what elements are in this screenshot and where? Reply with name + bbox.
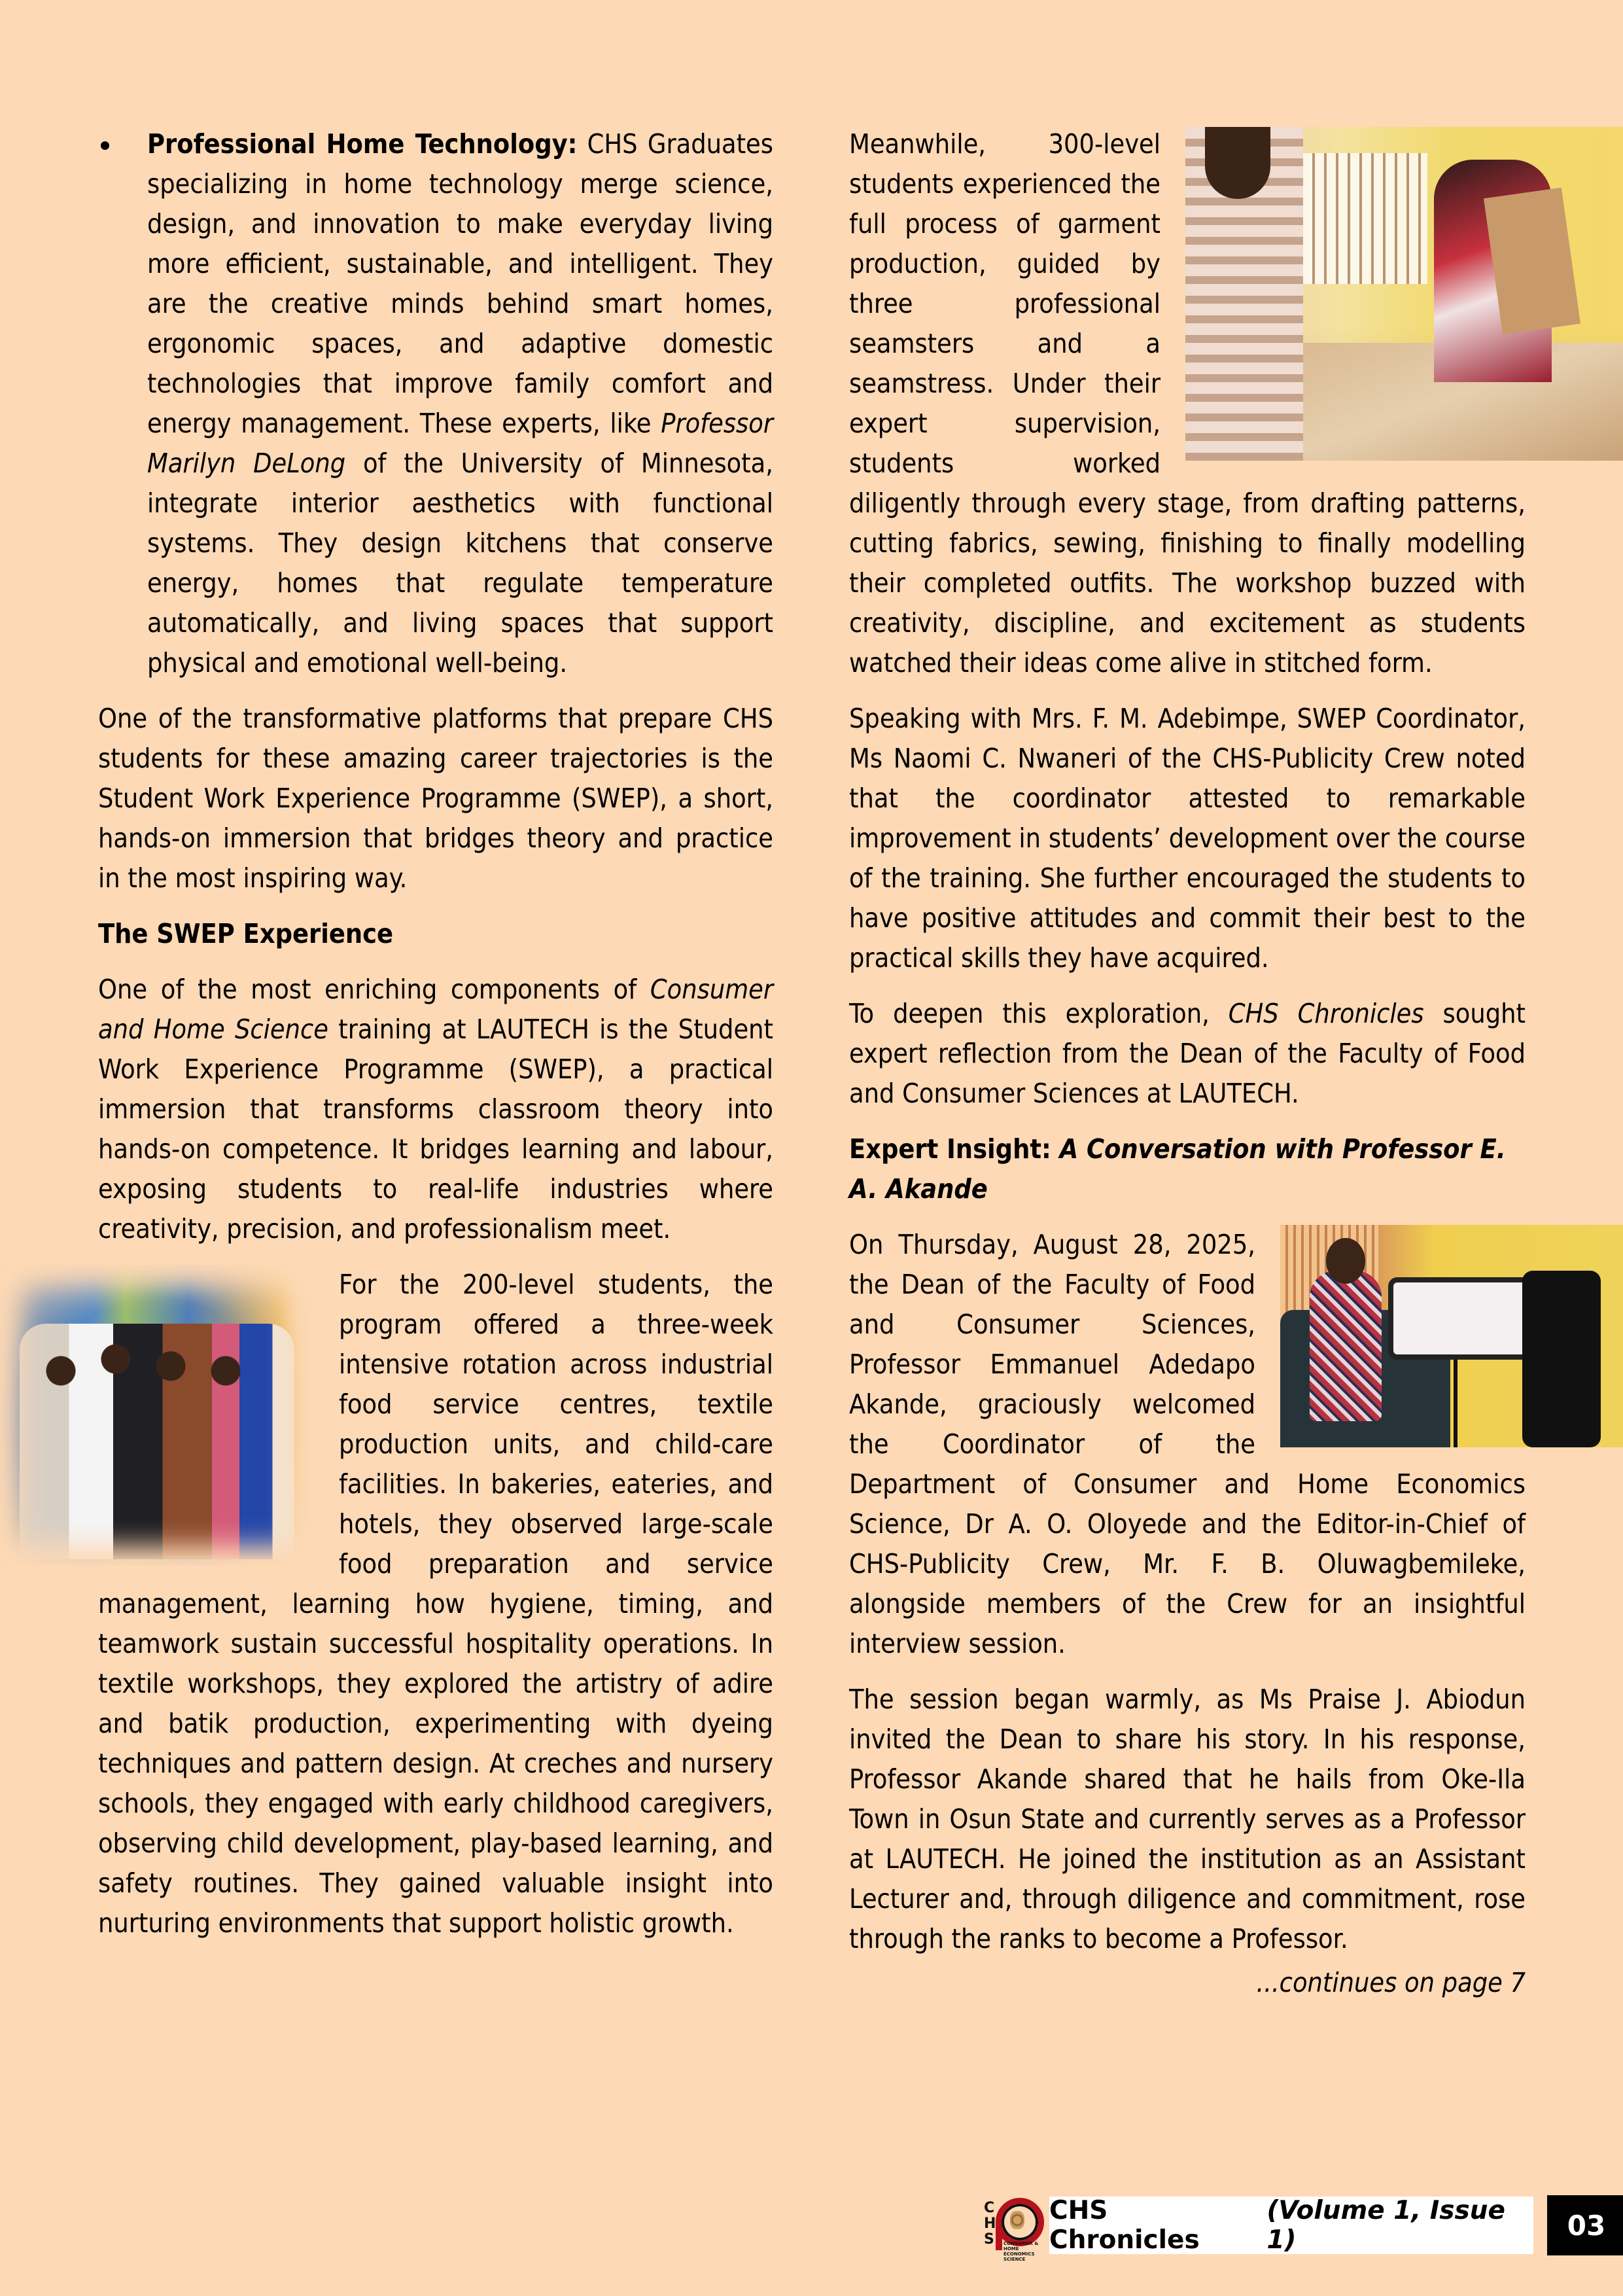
group-photo-vignette xyxy=(0,1265,314,1566)
continues-link[interactable]: ...continues on page 7 xyxy=(1256,1967,1526,1998)
page-number: 03 xyxy=(1547,2195,1623,2255)
swep-paragraph xyxy=(98,970,773,1249)
publication-title xyxy=(1049,2197,1533,2254)
bullet-professional-home-technology xyxy=(98,124,773,683)
bullet-term: Professional Home Technology: xyxy=(147,128,578,160)
level200-text: For the 200-level students, the program offered a three-week intensive rotation across industrial food service centres, textile production units, and child-care facilities. In bakeries, eateries, and hotels, they observed large-scale food preparation and service management, learning how hygiene, timing, and teamwork sustain successful hospitality operations. In textile workshops, they explored the artistry of adire and batik production, experimenting with dyeing techniques and pattern design. At creches and nursery schools, they engaged with early childhood caregivers, observing child development, play-based learning, and safety routines. They gained valuable insight into nurturing environments that support holistic growth. xyxy=(98,1269,773,1939)
level200-paragraph xyxy=(98,1265,773,1943)
swep-text-cont: training at LAUTECH is the Student Work Experience Programme (SWEP), a practical immersion that transforms classroom theory into hands-on competence. It bridges learning and labour, exposing students to real-life industries where creativity, precision, and professionalism meet. xyxy=(98,1014,773,1245)
deepen-text: To deepen this exploration, xyxy=(849,998,1229,1029)
intro-paragraph: One of the transformative platforms that prepare CHS students for these amazing career trajectories is the Student Work Experience Programme (SWEP), a short, hands-on immersion that bridges theory and practice in the most inspiring way. xyxy=(98,703,773,894)
deepen-italic: CHS Chronicles xyxy=(1228,998,1424,1029)
deepen-text-cont: sought expert reflection from the Dean of the Faculty of Food and Consumer Sciences at LAUTECH. xyxy=(849,998,1526,1109)
logo-emblem-icon xyxy=(1010,2211,1024,2229)
garment-workshop-photo xyxy=(1185,127,1623,461)
photo-recording-phone xyxy=(1388,1277,1533,1360)
publication-issue: (Volume 1, Issue 1) xyxy=(1266,2196,1505,2255)
swep-italic: Consumer and Home Science xyxy=(98,974,773,1045)
photo-dean xyxy=(1310,1271,1382,1421)
interview-paragraph xyxy=(849,1225,1526,1664)
photo-phone-stand xyxy=(1454,1356,1457,1447)
bullet-name: Professor Marilyn DeLong xyxy=(147,408,773,479)
photo-second-phone xyxy=(1522,1271,1601,1447)
group-photo xyxy=(0,1265,314,1566)
left-column xyxy=(98,124,773,1959)
session-paragraph: The session began warmly, as Ms Praise J. Abiodun invited the Dean to share his story. In his response, Professor Akande shared that he hails from Oke-Ila Town in Osun State and currently serves as a Professor at LAUTECH. He joined the institution as an Assistant Lecturer and, through diligence and commitment, rose through the ranks to become a Professor. xyxy=(849,1684,1526,1954)
swep-heading: The SWEP Experience xyxy=(98,918,394,949)
deepen-paragraph xyxy=(849,994,1526,1114)
logo-tagline: CONSUMER & HOME ECONOMICS SCIENCE xyxy=(1003,2241,1039,2262)
level300-text: Meanwhile, 300-level students experienced the full process of garment production, guided by three professional seamsters and a seamstress. Under their expert supervision, students worked diligently through every stage, from drafting patterns, cutting fabrics, sewing, finishing to finally modelling their completed outfits. The workshop buzzed with creativity, discipline, and excitement as students watched their ideas come alive in stitched form. xyxy=(849,128,1526,679)
bullet-text: CHS Graduates specializing in home technology merge science, design, and innovation to make everyday living more efficient, sustainable, and intelligent. They are the creative minds behind smart homes, ergonomic spaces, and adaptive domestic technologies that improve family comfort and energy management. These experts, like xyxy=(147,128,773,439)
logo-letters: C H S xyxy=(984,2200,996,2248)
bullet-text-cont: of the University of Minnesota, integrate interior aesthetics with functional systems. They design kitchens that conserve energy, homes that regulate temperature automatically, and living spaces that support physical and emotional well-being. xyxy=(147,448,773,679)
right-column xyxy=(849,124,1526,2003)
bullet-icon xyxy=(101,141,109,150)
expert-heading-label: Expert Insight: xyxy=(849,1133,1060,1165)
photo-window xyxy=(1303,153,1427,284)
interview-photo xyxy=(1280,1225,1623,1447)
chs-logo xyxy=(984,2198,1045,2262)
level300-paragraph xyxy=(849,124,1526,683)
swep-text: One of the most enriching components of xyxy=(98,974,650,1005)
publication-name: CHS Chronicles xyxy=(1049,2196,1200,2255)
expert-heading-title: A Conversation with Professor E. A. Akande xyxy=(849,1133,1506,1205)
interview-text: On Thursday, August 28, 2025, the Dean of the Faculty of Food and Consumer Sciences, Professor Emmanuel Adedapo Akande, graciously welcomed the Coordinator of the Department of Consumer and Home Economics Science, Dr A. O. Oloyede and the Editor-in-Chief of CHS-Publicity Crew, Mr. F. B. Oluwagbemileke, alongside members of the Crew for an insightful interview session. xyxy=(849,1229,1526,1659)
photo-student-left xyxy=(1185,127,1303,461)
coordinator-paragraph: Speaking with Mrs. F. M. Adebimpe, SWEP Coordinator, Ms Naomi C. Nwaneri of the CHS-Publicity Crew noted that the coordinator attested to remarkable improvement in students’ development over the course of the training. She further encouraged the students to have positive attitudes and commit their best to the practical skills they have acquired. xyxy=(849,703,1526,974)
expert-insight-heading xyxy=(849,1129,1526,1209)
